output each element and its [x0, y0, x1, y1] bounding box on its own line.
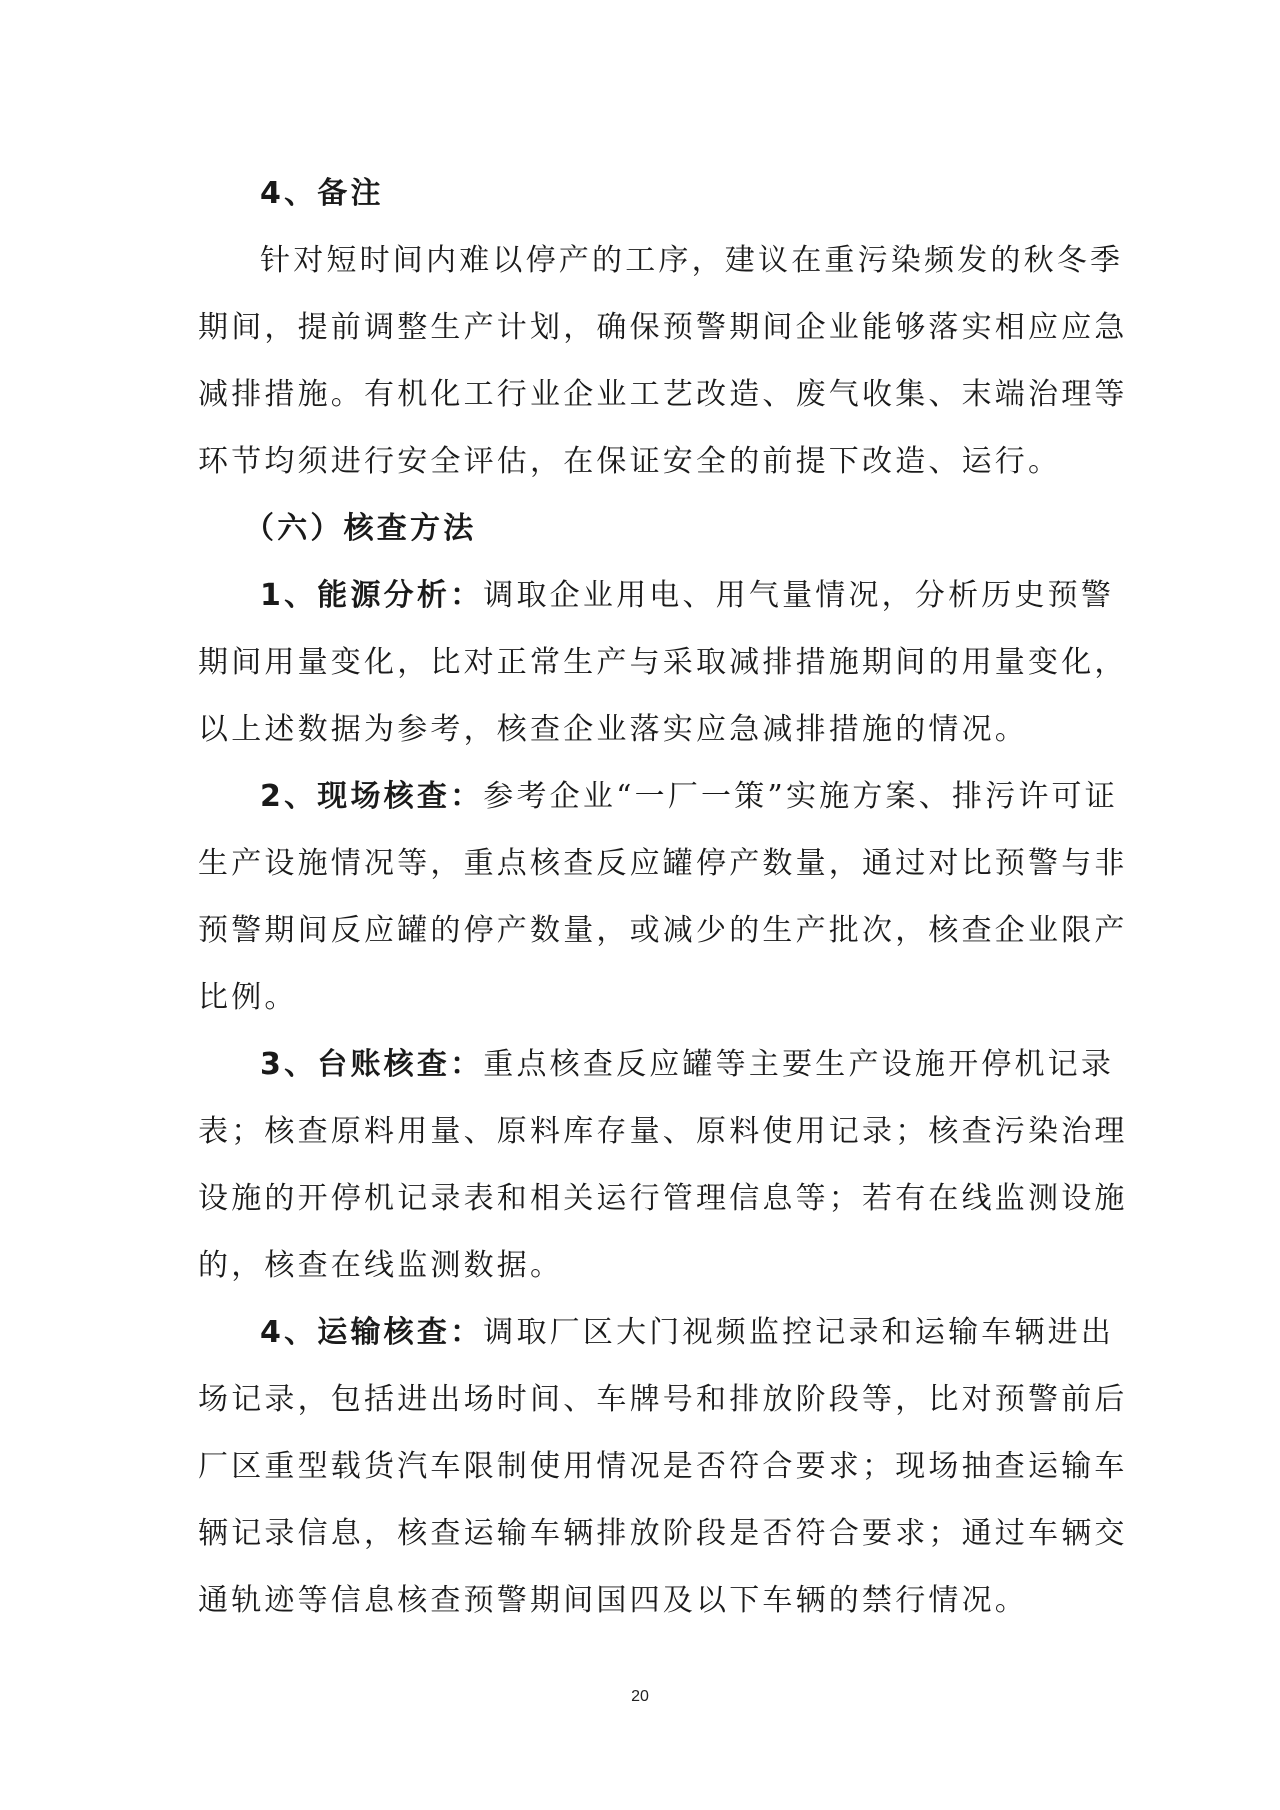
- item-text: 调取厂区大门视频监控记录和运输车辆进出: [483, 1315, 1115, 1350]
- item-site-inspection: [198, 763, 1128, 1031]
- paragraph-line: 通轨迹等信息核查预警期间国四及以下车辆的禁行情况。: [198, 1583, 1028, 1618]
- paragraph-line: 厂区重型载货汽车限制使用情况是否符合要求；现场抽查运输车: [198, 1449, 1128, 1484]
- item-ledger-inspection: [198, 1031, 1128, 1299]
- item-lead: 3、台账核查：: [260, 1047, 484, 1082]
- paragraph-line: 设施的开停机记录表和相关运行管理信息等；若有在线监测设施: [198, 1181, 1128, 1216]
- page-body: [198, 160, 1128, 1634]
- item-text: 调取企业用电、用气量情况，分析历史预警: [483, 578, 1115, 613]
- paragraph-line: 的，核查在线监测数据。: [198, 1248, 564, 1283]
- paragraph-line: 场记录，包括进出场时间、车牌号和排放阶段等，比对预警前后: [198, 1382, 1128, 1417]
- paragraph-line: 生产设施情况等，重点核查反应罐停产数量，通过对比预警与非: [198, 846, 1128, 881]
- paragraph-line: 期间用量变化，比对正常生产与采取减排措施期间的用量变化，: [198, 645, 1128, 680]
- item-text: 重点核查反应罐等主要生产设施开停机记录: [483, 1047, 1115, 1082]
- item-text: 参考企业“一厂一策”实施方案、排污许可证: [483, 779, 1118, 814]
- paragraph-line: 辆记录信息，核查运输车辆排放阶段是否符合要求；通过车辆交: [198, 1516, 1128, 1551]
- item-first-line: [198, 562, 1115, 629]
- paragraph-line: 预警期间反应罐的停产数量，或减少的生产批次，核查企业限产: [198, 913, 1128, 948]
- paragraph-line: 环节均须进行安全评估，在保证安全的前提下改造、运行。: [198, 444, 1062, 479]
- remarks-heading: 4、备注: [260, 176, 384, 211]
- item-first-line: [198, 1031, 1115, 1098]
- item-lead: 4、运输核查：: [260, 1315, 484, 1350]
- item-lead: 1、能源分析：: [260, 578, 484, 613]
- page-number: 20: [631, 1688, 649, 1705]
- paragraph-line: 针对短时间内难以停产的工序，建议在重污染频发的秋冬季: [260, 243, 1124, 278]
- paragraph-line: 减排措施。有机化工行业企业工艺改造、废气收集、末端治理等: [198, 377, 1128, 412]
- paragraph-line: 以上述数据为参考，核查企业落实应急减排措施的情况。: [198, 712, 1028, 747]
- paragraph-line: 期间，提前调整生产计划，确保预警期间企业能够落实相应应急: [198, 310, 1128, 345]
- paragraph-line: 表；核查原料用量、原料库存量、原料使用记录；核查污染治理: [198, 1114, 1128, 1149]
- item-lead: 2、现场核查：: [260, 779, 484, 814]
- item-transport-inspection: [198, 1299, 1128, 1634]
- remarks-paragraph: [198, 227, 1128, 495]
- section-heading: （六）核查方法: [244, 511, 477, 546]
- item-first-line: [198, 1299, 1115, 1366]
- paragraph-line: 比例。: [198, 980, 298, 1015]
- item-first-line: [198, 763, 1118, 830]
- item-energy-analysis: [198, 562, 1128, 763]
